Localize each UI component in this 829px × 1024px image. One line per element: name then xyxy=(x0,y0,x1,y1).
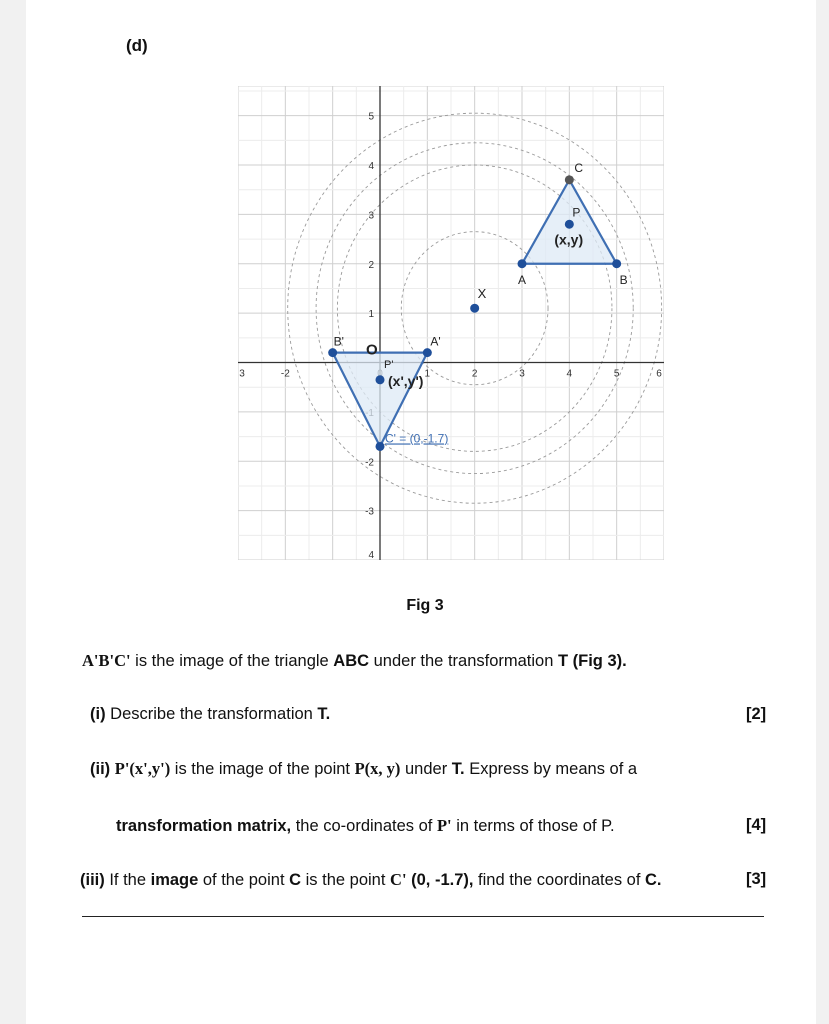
part-iii-marks: [3] xyxy=(746,870,767,888)
vertex-a-image xyxy=(423,348,432,357)
part-iii-text-4: find the coordinates of xyxy=(473,871,645,889)
part-ii-text-5: in terms of those of P. xyxy=(451,817,615,835)
image-triangle-name: A'B'C' xyxy=(82,651,131,670)
y-tick-label: 5 xyxy=(368,111,374,123)
transform-reference: T (Fig 3). xyxy=(557,652,627,670)
label-c-image: C' = (0,-1.7) xyxy=(385,431,449,446)
part-i-marks: [2] xyxy=(746,705,767,723)
intro-line xyxy=(82,651,627,671)
label-p-image: P' xyxy=(384,358,394,371)
part-iii-bold-image: image xyxy=(150,871,199,889)
part-iii-coords: (0, -1.7), xyxy=(406,871,474,889)
x-tick-label: 5 xyxy=(613,368,620,380)
y-tick-label: 2 xyxy=(368,259,374,271)
y-tick-label: -3 xyxy=(365,506,374,518)
x-tick-label: -2 xyxy=(280,368,290,380)
label-b-image: B' xyxy=(333,334,344,349)
y-tick-label: 4 xyxy=(368,550,374,560)
x-tick-label: 6 xyxy=(656,368,662,380)
part-ii-text-1: is the image of the point xyxy=(170,760,355,778)
x-tick-label: 1 xyxy=(424,368,431,380)
part-iii-text-2: of the point xyxy=(198,871,290,889)
part-ii-term: T. xyxy=(451,760,465,778)
part-label: (d) xyxy=(126,36,148,55)
image-point-short: P' xyxy=(436,816,452,835)
label-center-x: X xyxy=(477,286,487,302)
origin-label: O xyxy=(366,341,378,359)
part-ii-line-1 xyxy=(90,759,637,779)
x-tick-label: 2 xyxy=(471,368,478,380)
x-tick-label: 4 xyxy=(566,368,573,380)
x-tick-label: 3 xyxy=(239,368,245,380)
figure-3-graph xyxy=(238,86,664,560)
x-tick-label: 3 xyxy=(519,368,525,380)
y-tick-label: -2 xyxy=(365,457,374,469)
part-ii-text-3: Express by means of a xyxy=(464,760,638,778)
part-ii-label: (ii) xyxy=(90,760,111,778)
part-iii-line xyxy=(80,870,662,890)
transformation-matrix-term: transformation matrix, xyxy=(116,817,292,835)
part-iii-text-3: is the point xyxy=(301,871,391,889)
vertex-b-image xyxy=(328,348,337,357)
part-ii-text-4: the co-ordinates of xyxy=(291,817,437,835)
part-i-term: T. xyxy=(317,705,331,723)
part-iii-bold-c: C xyxy=(289,871,302,889)
intro-text-1: is the image of the triangle xyxy=(130,652,334,670)
label-c: C xyxy=(574,160,584,175)
label-a: A xyxy=(518,272,527,287)
part-i-text: Describe the transformation xyxy=(105,705,318,723)
point-p xyxy=(565,220,574,229)
part-ii-marks: [4] xyxy=(746,816,767,834)
point-p-image xyxy=(376,375,385,384)
label-b: B xyxy=(619,272,628,287)
image-point: P'(x',y') xyxy=(114,759,171,778)
object-triangle-name: ABC xyxy=(333,652,370,670)
part-i-line xyxy=(90,705,330,724)
part-iii-point: C' xyxy=(390,870,407,889)
label-p: P xyxy=(572,205,581,220)
part-ii-text-2: under xyxy=(400,760,452,778)
label-p-coords: (x,y) xyxy=(554,231,584,248)
vertex-a xyxy=(518,259,527,268)
part-iii-text-1: If the xyxy=(104,871,151,889)
vertex-c-image xyxy=(376,442,385,451)
part-i-label: (i) xyxy=(90,705,106,723)
y-tick-label: 4 xyxy=(368,161,374,172)
center-point-x xyxy=(470,304,479,313)
vertex-c xyxy=(565,175,574,184)
part-iii-label: (iii) xyxy=(80,871,105,889)
y-tick-label: 3 xyxy=(368,210,374,222)
y-tick-label: 1 xyxy=(368,309,374,321)
vertex-b xyxy=(612,259,621,268)
separator-line xyxy=(82,916,764,917)
object-point: P(x, y) xyxy=(354,759,401,778)
label-p-image-coords: (x',y') xyxy=(388,372,424,389)
figure-caption: Fig 3 xyxy=(406,597,444,614)
part-ii-line-2 xyxy=(116,816,615,836)
part-iii-bold-c-end: C. xyxy=(645,871,662,889)
intro-text-2: under the transformation xyxy=(369,652,558,670)
label-a-image: A' xyxy=(430,334,441,349)
